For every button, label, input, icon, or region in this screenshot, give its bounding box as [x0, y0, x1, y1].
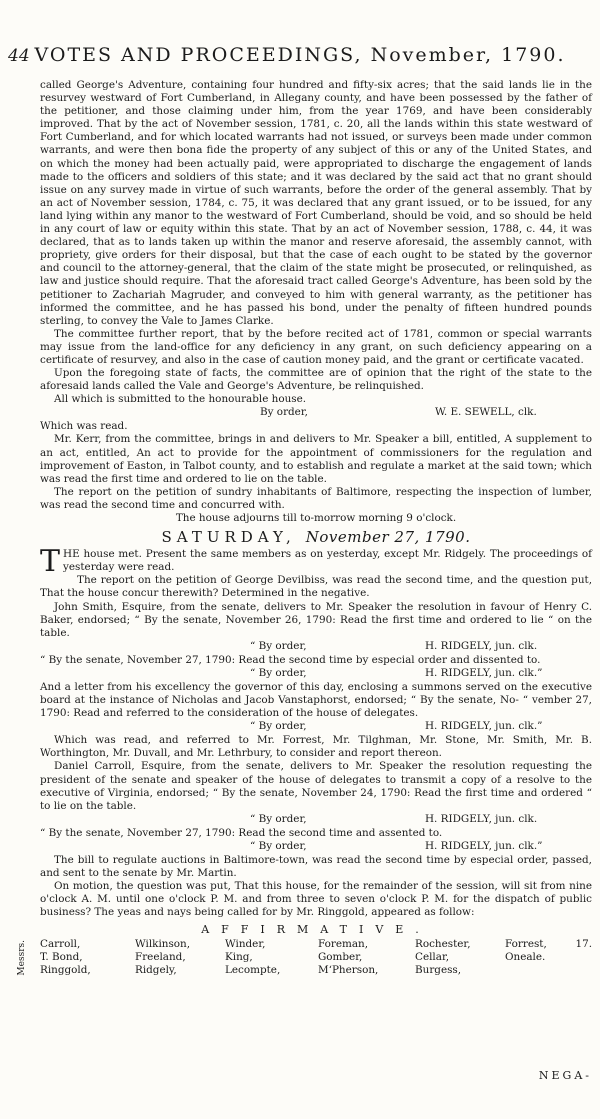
page-number: 44	[8, 46, 30, 66]
voter-name: Rochester,	[415, 938, 471, 951]
paragraph: And a letter from his excellency the governor of this day, enclosing a summons served on the executive board at the instance of Nicholas and Jacob Vanstaphorst, endorsed; “ By the senate, No- “ vember 27, 1790: Read and referred to the consideration of the house of delegates.	[40, 680, 592, 720]
drop-cap: T	[40, 544, 61, 580]
signature-line	[40, 840, 592, 854]
clerk-name: W. E. SEWELL, clk.	[435, 406, 537, 419]
clerk-name: H. RIDGELY, jun. clk.”	[425, 720, 543, 733]
day-name: SATURDAY,	[161, 528, 296, 547]
by-order: “ By order,	[250, 839, 307, 852]
by-order: “ By order,	[250, 812, 307, 825]
catchword: NEGA-	[538, 1069, 592, 1082]
voter-name: Forrest,	[505, 938, 547, 951]
signature-line	[40, 667, 592, 681]
voter-name: Cellar,	[415, 951, 450, 964]
messrs-label: Messrs.	[17, 940, 27, 976]
vote-column	[505, 938, 547, 964]
clerk-name: H. RIDGELY, jun. clk.”	[425, 839, 543, 852]
clerk-name: H. RIDGELY, jun. clk.”	[425, 666, 543, 679]
voter-name: Lecompte,	[225, 964, 281, 977]
signature-line	[40, 640, 592, 654]
voter-name: Ringgold,	[40, 964, 91, 977]
day-date: November 27, 1790.	[305, 528, 471, 547]
vote-list	[17, 938, 592, 982]
senate-endorsement: “ By the senate, November 27, 1790: Read the second time by especial order and dissented to.	[40, 653, 541, 666]
vote-count: 17.	[575, 938, 592, 951]
paragraph: Which was read.	[40, 420, 128, 433]
paragraph: On motion, the question was put, That this house, for the remainder of the session, will sit from nine o'clock A. M. until one o'clock P. M. and from three to seven o'clock P. M. for the dispatch of public business? The yeas and nays being called for by Mr. Ringgold, appeared as follow:	[40, 880, 592, 919]
by-order: “ By order,	[250, 720, 307, 733]
voter-name: Carroll,	[40, 938, 81, 951]
voter-name: Gomber,	[318, 951, 363, 964]
vote-column	[40, 938, 91, 977]
paragraph: called George's Adventure, containing four hundred and fifty-six acres; that the said lands lie in the resurvey westward of Fort Cumberland, in Allegany county, and have been possessed by the father of the petitioner, and those claiming under him, from the year 1769, and have been considerably improved. That by the act of November session, 1781, c. 20, all the lands within this state westward of Fort Cumberland, and for which located warrants had not issued, or surveys been made under common warrants, and were then bona fide the property of any subject of this or any of the United States, and on which the money had been actually paid, were appropriated to discharge the engagement of lands made to the officers and soldiers of this state; and it was declared by the said act that no grant should issue on any survey made in virtue of such warrants, before the order of the general assembly. That by an act of November session, 1784, c. 75, it was declared that any grant issued, or to be issued, for any land lying within any manor to the westward of Fort Cumberland, should be void, and so should be held in any court of law or equity within this state. That by an act of November session, 1788, c. 44, it was declared, that as to lands taken up within the manor and reserve aforesaid, the assembly cannot, with propriety, give orders for their disposal, but that the case of each ought to be stated by the governor and council to the attorney-general, that the claim of the state might be prosecuted, or relinquished, as law and justice should require. That the aforesaid tract called George's Adventure, has been sold by the petitioner to Zachariah Magruder, and conveyed to him with general warranty, as the petitioner has informed the committee, and he has passed his bond, under the penalty of fifteen hundred pounds sterling, to convey the Vale to James Clarke.	[40, 79, 592, 327]
by-order: “ By order,	[250, 639, 307, 652]
vote-column	[415, 938, 471, 977]
paragraph: The report on the petition of George Devilbiss, was read the second time, and the question put, That the house concur therewith? Determined in the negative.	[40, 574, 592, 600]
by-order: “ By order,	[250, 666, 307, 679]
voter-name: M‘Pherson,	[318, 964, 379, 977]
voter-name: Winder,	[225, 938, 266, 951]
paragraph: Upon the foregoing state of facts, the committee are of opinion that the right of the state to the aforesaid lands called the Vale and George's Adventure, be relinquished.	[40, 367, 592, 393]
signature-line	[40, 813, 592, 827]
signature-line	[40, 720, 592, 734]
voter-name: Oneale.	[505, 951, 546, 964]
vote-heading: AFFIRMATIVE.	[201, 923, 431, 937]
opening-paragraph: THE house met. Present the same members as on yesterday, except Mr. Ridgely. The proceedings of yesterday were read.	[40, 544, 592, 580]
paragraph: The committee further report, that by the before recited act of 1781, common or special warrants may issue from the land-office for any deficiency in any grant, on such deficiency appearing on a certificate of resurvey, and also in the case of caution money paid, and the grant or certificate vacated.	[40, 327, 592, 366]
paragraph: The bill to regulate auctions in Baltimore-town, was read the second time by especial order, passed, and sent to the senate by Mr. Martin.	[40, 853, 592, 879]
voter-name: T. Bond,	[40, 951, 83, 964]
paragraph: Which was read, and referred to Mr. Forrest, Mr. Tilghman, Mr. Stone, Mr. Smith, Mr. B. Worthington, Mr. Duvall, and Mr. Lethrbury, to consider and report thereon.	[40, 734, 592, 760]
clerk-name: H. RIDGELY, jun. clk.	[425, 812, 538, 825]
senate-endorsement: “ By the senate, November 27, 1790: Read the second time and assented to.	[40, 826, 443, 839]
voter-name: Foreman,	[318, 938, 369, 951]
vote-column	[318, 938, 378, 977]
paragraph: John Smith, Esquire, from the senate, delivers to Mr. Speaker the resolution in favour of Henry C. Baker, endorsed; “ By the senate, November 26, 1790: Read the first time and ordered to lie “ on the table.	[40, 600, 592, 639]
vote-column	[225, 938, 280, 977]
voter-name: Freeland,	[135, 951, 186, 964]
paragraph: Mr. Kerr, from the committee, brings in and delivers to Mr. Speaker a bill, entitled, A supplement to an act, entitled, An act to provide for the appointment of commissioners for the regulation and improvement of Easton, in Talbot county, and to establish and regulate a market at the said town; which was read the first time and ordered to lie on the table.	[40, 433, 592, 485]
voter-name: King,	[225, 951, 253, 964]
voter-name: Ridgely,	[135, 964, 177, 977]
paragraph: All which is submitted to the honourable house.	[54, 393, 307, 406]
day-heading	[40, 528, 592, 547]
clerk-name: H. RIDGELY, jun. clk.	[425, 639, 538, 652]
page-title: VOTES AND PROCEEDINGS, November, 1790.	[34, 44, 566, 66]
paragraph: Daniel Carroll, Esquire, from the senate, delivers to Mr. Speaker the resolution requesting the president of the senate and speaker of the house of delegates to transmit a copy of a resolve to the executive of Virginia, endorsed; “ By the senate, November 24, 1790: Read the first time and ordered “ to lie on the table.	[40, 760, 592, 812]
by-order: By order,	[260, 406, 308, 419]
vote-column	[135, 938, 190, 977]
adjournment-line: The house adjourns till to-morrow morning 9 o'clock.	[175, 512, 457, 524]
paragraph: The report on the petition of sundry inhabitants of Baltimore, respecting the inspection of lumber, was read the second time and concurred with.	[40, 485, 592, 511]
signature-line	[40, 406, 592, 420]
voter-name: Wilkinson,	[135, 938, 191, 951]
voter-name: Burgess,	[415, 964, 462, 977]
document-body	[17, 79, 592, 982]
